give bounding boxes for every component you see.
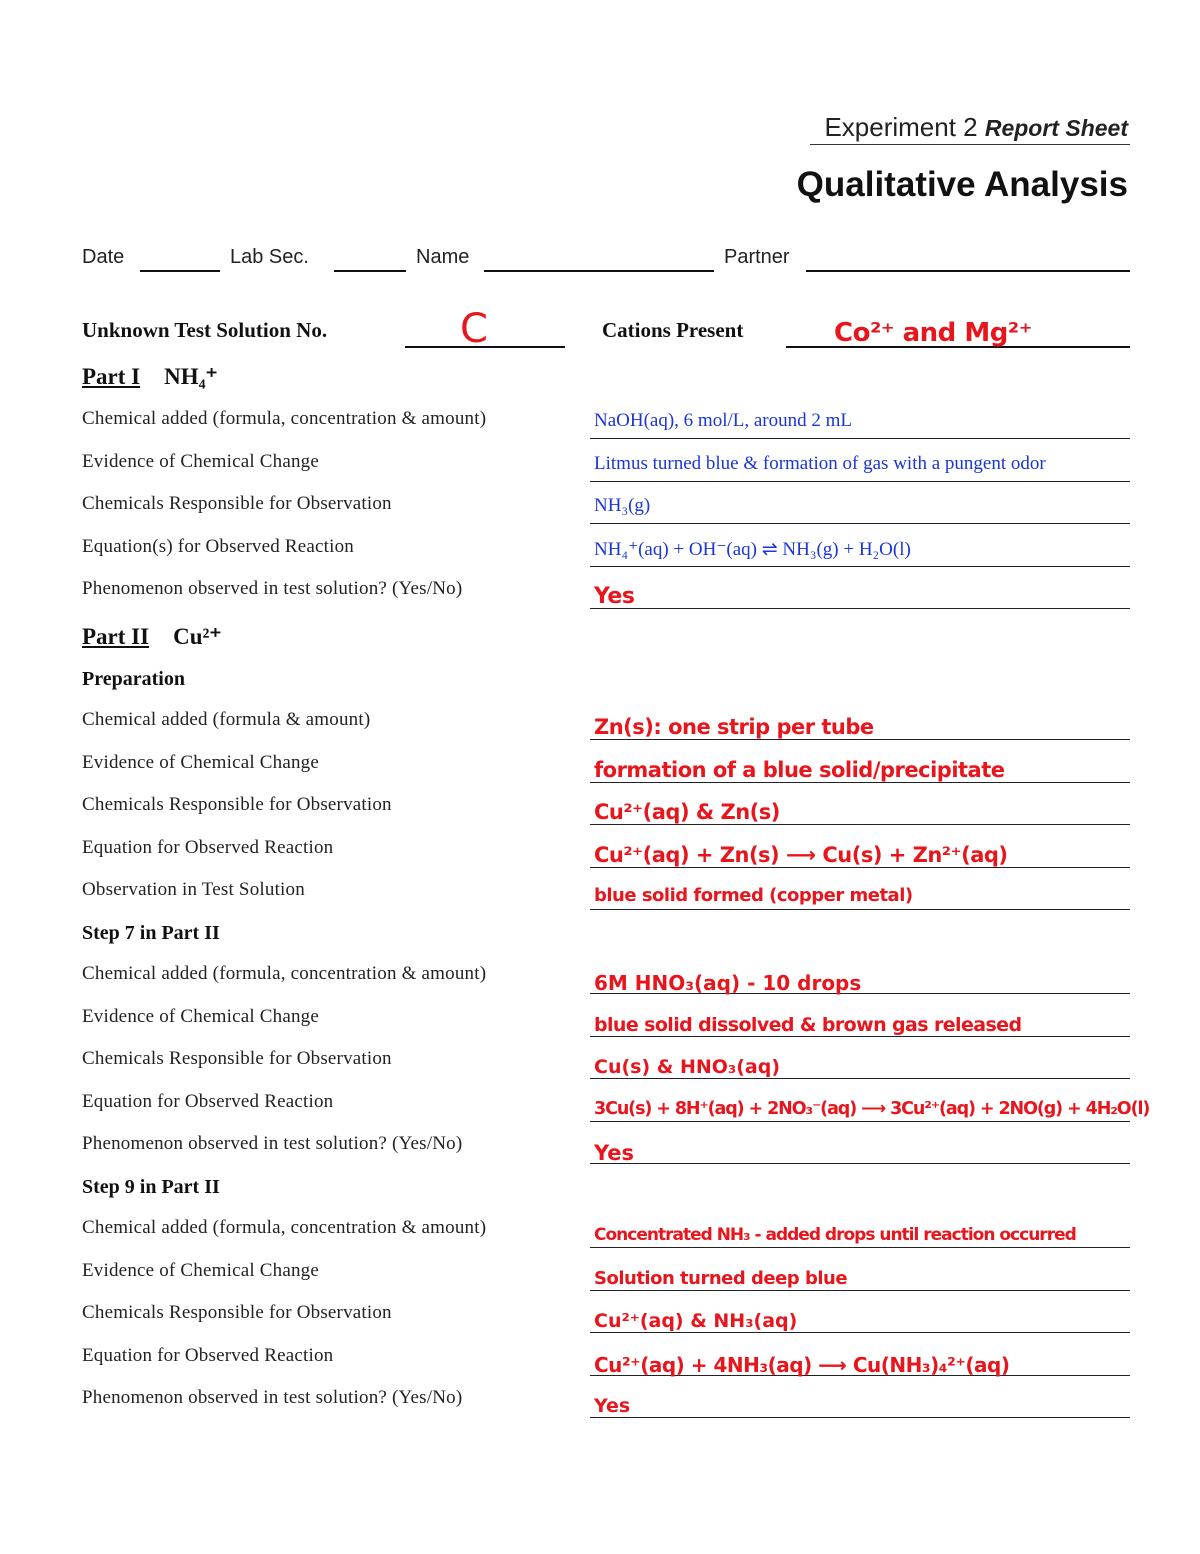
answer-value: Cu(s) & HNO₃(aq) (594, 1056, 781, 1078)
row-label: Phenomenon observed in test solution? (Yes/No) (82, 1133, 463, 1154)
name-label: Name (416, 246, 470, 268)
answer-field[interactable] (590, 1078, 1130, 1079)
part-2-name: Part II (82, 624, 150, 649)
answer-value: Litmus turned blue & formation of gas with a pungent odor (594, 452, 1046, 474)
answer-value: NH₄⁺(aq) + OH⁻(aq) ⇌ NH₃(g) + H₂O(l) (594, 538, 911, 560)
partner-field[interactable] (806, 270, 1130, 272)
lab-sec-label: Lab Sec. (230, 246, 309, 268)
answer-value: Cu²⁺(aq) & Zn(s) (594, 800, 780, 824)
preparation-title: Preparation (82, 668, 185, 690)
row-label: Chemical added (formula, concentration & amount) (82, 408, 487, 429)
answer-value: Concentrated NH₃ - added drops until reaction occurred (594, 1225, 1076, 1245)
part-1-title (82, 364, 218, 390)
answer-value: Yes (594, 1395, 631, 1417)
row-label: Chemical added (formula, concentration & amount) (82, 963, 487, 984)
answer-value: Yes (594, 1141, 635, 1165)
row-label: Equation for Observed Reaction (82, 836, 334, 858)
answer-field[interactable] (590, 1121, 1130, 1122)
row-label: Chemicals Responsible for Observation (82, 1048, 392, 1069)
unknown-solution-value: C (460, 306, 488, 352)
answer-field[interactable] (590, 1290, 1130, 1291)
part-2-ion: Cu²⁺ (173, 624, 222, 649)
row-label: Chemicals Responsible for Observation (82, 1302, 392, 1323)
answer-field[interactable] (590, 481, 1130, 482)
answer-value: blue solid dissolved & brown gas released (594, 1013, 1022, 1036)
answer-field[interactable] (590, 824, 1130, 825)
answer-field[interactable] (590, 909, 1130, 910)
row-label: Observation in Test Solution (82, 879, 305, 900)
row-label: Evidence of Chemical Change (82, 1259, 320, 1281)
document-title: Qualitative Analysis (796, 165, 1128, 204)
answer-value: Cu²⁺(aq) + Zn(s) ⟶ Cu(s) + Zn²⁺(aq) (594, 842, 1008, 867)
answer-field[interactable] (590, 523, 1130, 524)
row-label: Phenomenon observed in test solution? (Yes/No) (82, 1387, 463, 1408)
report-sheet-label: Report Sheet (984, 115, 1128, 141)
answer-field[interactable] (590, 782, 1130, 783)
answer-value: Cu²⁺(aq) & NH₃(aq) (594, 1310, 798, 1332)
row-label: Chemicals Responsible for Observation (82, 794, 392, 815)
answer-field[interactable] (590, 1036, 1130, 1037)
answer-field[interactable] (590, 608, 1130, 609)
answer-value: 6M HNO₃(aq) - 10 drops (594, 971, 862, 995)
answer-field[interactable] (590, 438, 1130, 439)
part-2-title (82, 624, 222, 650)
row-label: Equation for Observed Reaction (82, 1090, 334, 1112)
answer-field[interactable] (590, 1332, 1130, 1333)
answer-field[interactable] (590, 1163, 1130, 1164)
answer-value: blue solid formed (copper metal) (594, 885, 913, 906)
part-1-name: Part I (82, 364, 141, 389)
answer-field[interactable] (590, 867, 1130, 868)
name-field[interactable] (484, 270, 714, 272)
cations-present-value: Co²⁺ and Mg²⁺ (834, 318, 1032, 348)
unknown-solution-label: Unknown Test Solution No. (82, 318, 328, 342)
answer-field[interactable] (590, 566, 1130, 567)
lab-sec-field[interactable] (334, 270, 406, 272)
step-9-title: Step 9 in Part II (82, 1176, 220, 1198)
answer-field[interactable] (590, 1417, 1130, 1418)
answer-value: NH₃(g) (594, 495, 651, 516)
row-label: Chemical added (formula & amount) (82, 709, 371, 730)
part-1-ion: NH₄⁺ (164, 364, 218, 389)
answer-value: 3Cu(s) + 8H⁺(aq) + 2NO₃⁻(aq) ⟶ 3Cu²⁺(aq) + 2NO(g) + 4H₂O(l) (594, 1098, 1150, 1119)
date-field[interactable] (140, 270, 220, 272)
cations-present-label: Cations Present (602, 318, 744, 342)
answer-value: NaOH(aq), 6 mol/L, around 2 mL (594, 410, 853, 431)
answer-field[interactable] (590, 739, 1130, 740)
answer-value: Zn(s): one strip per tube (594, 715, 874, 739)
answer-value: Cu²⁺(aq) + 4NH₃(aq) ⟶ Cu(NH₃)₄²⁺(aq) (594, 1352, 1010, 1377)
row-label: Evidence of Chemical Change (82, 450, 320, 472)
row-label: Phenomenon observed in test solution? (Yes/No) (82, 578, 463, 599)
answer-value: formation of a blue solid/precipitate (594, 757, 1005, 782)
answer-value: Yes (594, 584, 635, 609)
partner-label: Partner (724, 246, 790, 268)
experiment-number: Experiment 2 (824, 112, 978, 142)
row-label: Chemicals Responsible for Observation (82, 493, 392, 514)
row-label: Evidence of Chemical Change (82, 1005, 320, 1027)
row-label: Evidence of Chemical Change (82, 751, 320, 773)
answer-field[interactable] (590, 1247, 1130, 1248)
answer-value: Solution turned deep blue (594, 1267, 848, 1289)
heading-underline (810, 144, 1130, 145)
row-label: Chemical added (formula, concentration & amount) (82, 1217, 487, 1238)
step-7-title: Step 7 in Part II (82, 922, 220, 944)
date-label: Date (82, 246, 125, 268)
experiment-heading (824, 112, 1128, 143)
row-label: Equation for Observed Reaction (82, 1344, 334, 1366)
row-label: Equation(s) for Observed Reaction (82, 535, 354, 557)
